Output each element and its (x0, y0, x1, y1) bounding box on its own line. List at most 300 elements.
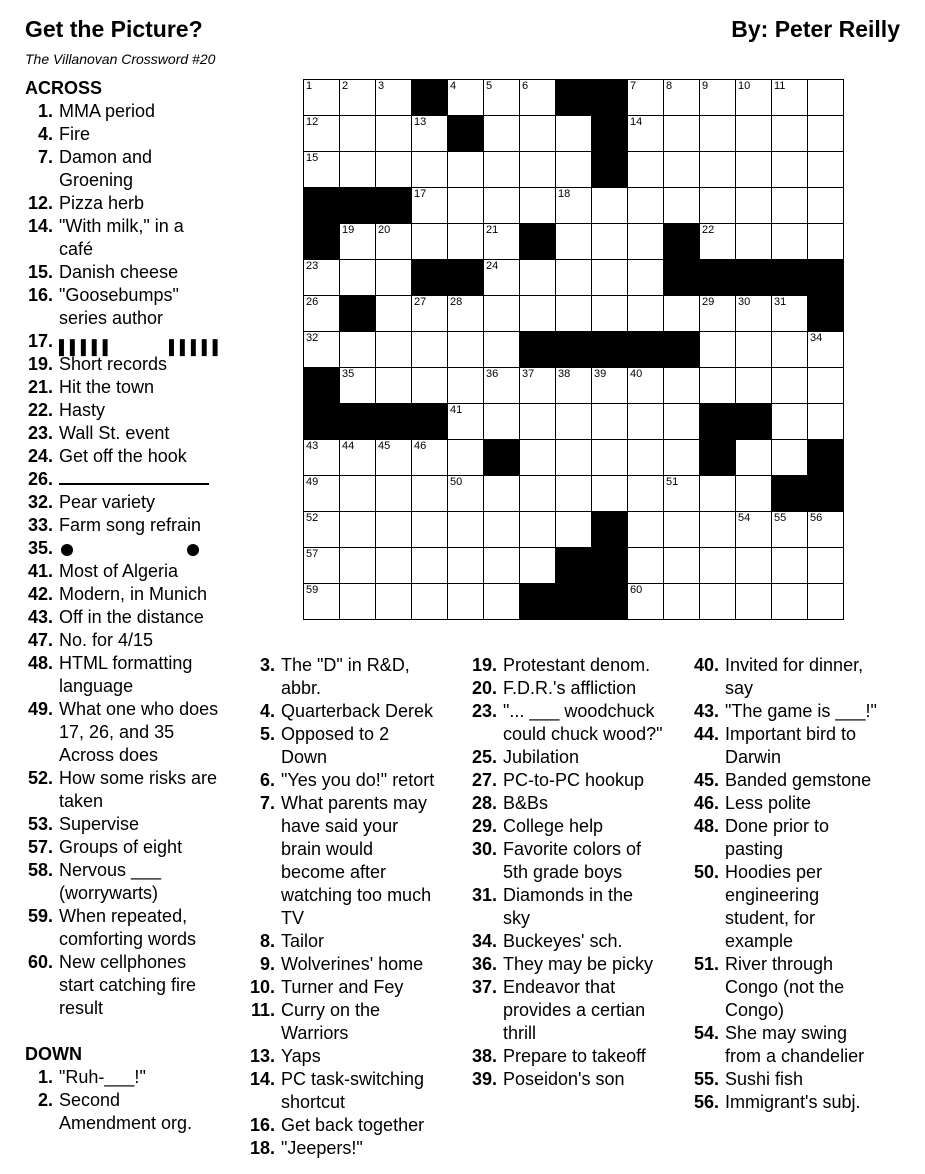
grid-cell[interactable] (340, 440, 376, 476)
grid-cell[interactable] (340, 476, 376, 512)
grid-cell[interactable] (484, 332, 520, 368)
grid-cell[interactable] (736, 80, 772, 116)
clue-number: 1. (37, 101, 53, 121)
grid-cell[interactable] (664, 152, 700, 188)
clue-text: Yaps (281, 1046, 321, 1066)
grid-cell[interactable] (592, 188, 628, 224)
grid-cell[interactable] (304, 296, 340, 332)
black-square (340, 296, 376, 332)
clue-text: Groening (59, 170, 134, 190)
clue-text: Down (281, 747, 328, 767)
grid-cell[interactable] (520, 440, 556, 476)
grid-cell[interactable] (304, 260, 340, 296)
clue-item (25, 583, 240, 606)
grid-cell[interactable] (484, 152, 520, 188)
grid-cell[interactable] (412, 476, 448, 512)
clue-text: Hasty (59, 400, 106, 420)
grid-cell[interactable] (700, 584, 736, 619)
cell-number: 51 (666, 476, 679, 488)
grid-cell[interactable] (376, 440, 412, 476)
clue-text: Buckeyes' sch. (503, 931, 623, 951)
grid-cell[interactable] (808, 332, 843, 368)
clue-text: from a chandelier (725, 1046, 865, 1066)
clue-number: 48. (27, 653, 53, 673)
clue-item (469, 976, 684, 1045)
grid-cell[interactable] (340, 584, 376, 619)
grid-cell[interactable] (448, 80, 484, 116)
grid-cell[interactable] (376, 116, 412, 152)
grid-cell[interactable] (304, 584, 340, 619)
grid-cell[interactable] (808, 116, 843, 152)
grid-cell[interactable] (556, 152, 592, 188)
clue-number: 23. (471, 701, 497, 721)
clue-item (691, 1068, 906, 1091)
grid-cell[interactable] (484, 116, 520, 152)
clue-text: Important bird to (725, 724, 857, 744)
clue-item (25, 951, 240, 1020)
clue-item (247, 976, 462, 999)
grid-cell[interactable] (700, 548, 736, 584)
grid-cell[interactable] (700, 116, 736, 152)
grid-cell[interactable] (376, 368, 412, 404)
black-square (448, 260, 484, 296)
grid-cell[interactable] (736, 296, 772, 332)
grid-cell[interactable] (448, 584, 484, 619)
grid-cell[interactable] (664, 476, 700, 512)
black-square (700, 440, 736, 476)
cell-number: 37 (522, 368, 535, 380)
clue-text: She may swing (725, 1023, 848, 1043)
grid-cell[interactable] (592, 476, 628, 512)
cell-number: 15 (306, 152, 319, 164)
cell-number: 53 (594, 512, 607, 524)
grid-cell[interactable] (448, 512, 484, 548)
clue-text: say (725, 678, 754, 698)
clue-text: Hoodies per (725, 862, 823, 882)
grid-cell[interactable] (628, 584, 664, 619)
clue-text: Favorite colors of (503, 839, 642, 859)
grid-cell[interactable] (448, 404, 484, 440)
grid-cell[interactable] (772, 188, 808, 224)
cell-number: 24 (486, 260, 499, 272)
clue-number: 22. (27, 400, 53, 420)
clue-text: What parents may (281, 793, 428, 813)
clue-number: 7. (37, 147, 53, 167)
grid-cell[interactable] (484, 296, 520, 332)
grid-cell[interactable] (664, 548, 700, 584)
clue-item (25, 330, 240, 356)
grid-cell[interactable] (700, 332, 736, 368)
grid-cell[interactable] (520, 548, 556, 584)
cell-number: 20 (378, 224, 391, 236)
clue-text: When repeated, (59, 906, 188, 926)
grid-cell[interactable] (556, 512, 592, 548)
grid-cell[interactable] (340, 116, 376, 152)
grid-cell[interactable] (772, 512, 808, 548)
cell-number: 26 (306, 296, 319, 308)
grid-cell[interactable] (412, 116, 448, 152)
clue-item (247, 723, 462, 769)
grid-cell[interactable] (736, 512, 772, 548)
grid-cell[interactable] (628, 152, 664, 188)
grid-cell[interactable] (520, 404, 556, 440)
grid-cell[interactable] (412, 332, 448, 368)
clue-text: Congo) (725, 1000, 785, 1020)
cell-number: 52 (306, 512, 319, 524)
grid-cell[interactable] (664, 116, 700, 152)
grid-cell[interactable] (664, 188, 700, 224)
grid-cell[interactable] (340, 332, 376, 368)
grid-cell[interactable] (376, 224, 412, 260)
clue-number: 34. (471, 931, 497, 951)
grid-cell[interactable] (484, 260, 520, 296)
grid-cell[interactable] (736, 548, 772, 584)
grid-cell[interactable] (808, 188, 843, 224)
clue-number: 23. (27, 423, 53, 443)
clue-item (469, 930, 684, 953)
grid-cell[interactable] (340, 80, 376, 116)
cell-number: 22 (702, 224, 715, 236)
grid-cell[interactable] (700, 188, 736, 224)
clue-item (469, 884, 684, 930)
grid-cell[interactable] (412, 224, 448, 260)
grid-cell[interactable] (412, 368, 448, 404)
grid-cell[interactable] (628, 224, 664, 260)
clue-item (247, 700, 462, 723)
grid-cell[interactable] (628, 260, 664, 296)
grid-cell[interactable] (448, 332, 484, 368)
grid-cell[interactable] (772, 152, 808, 188)
grid-cell[interactable] (448, 548, 484, 584)
grid-cell[interactable] (520, 260, 556, 296)
grid-cell[interactable] (628, 368, 664, 404)
black-square (592, 332, 628, 368)
clue-item (469, 815, 684, 838)
grid-cell[interactable] (376, 260, 412, 296)
grid-cell[interactable] (772, 404, 808, 440)
grid-cell[interactable] (736, 332, 772, 368)
cell-number: 13 (414, 116, 427, 128)
grid-cell[interactable] (772, 584, 808, 619)
grid-cell[interactable] (448, 476, 484, 512)
clue-number: 48. (693, 816, 719, 836)
grid-cell[interactable] (664, 404, 700, 440)
grid-cell[interactable] (592, 440, 628, 476)
cell-number: 17 (414, 188, 427, 200)
grid-cell[interactable] (520, 512, 556, 548)
grid-cell[interactable] (772, 332, 808, 368)
clue-text: Danish cheese (59, 262, 179, 282)
grid-cell[interactable] (772, 368, 808, 404)
grid-cell[interactable] (628, 548, 664, 584)
clue-text: café (59, 239, 94, 259)
black-square (592, 512, 628, 548)
grid-cell[interactable] (520, 368, 556, 404)
grid-cell[interactable] (412, 512, 448, 548)
clue-number: 11. (250, 1000, 275, 1020)
clue-text: "Ruh-___!" (59, 1067, 146, 1087)
grid-cell[interactable] (592, 260, 628, 296)
grid-cell[interactable] (808, 584, 843, 619)
grid-cell[interactable] (448, 296, 484, 332)
clue-text: Supervise (59, 814, 140, 834)
grid-cell[interactable] (592, 404, 628, 440)
clue-text: brain would (281, 839, 374, 859)
black-square (592, 80, 628, 116)
grid-cell[interactable] (808, 152, 843, 188)
grid-cell[interactable] (412, 296, 448, 332)
grid-cell[interactable] (628, 80, 664, 116)
cell-number: 3 (378, 80, 385, 92)
clue-item (691, 861, 906, 953)
grid-cell[interactable] (736, 224, 772, 260)
clue-text: taken (59, 791, 104, 811)
grid-cell[interactable] (484, 188, 520, 224)
grid-cell[interactable] (556, 260, 592, 296)
grid-cell[interactable] (772, 80, 808, 116)
grid-cell[interactable] (376, 476, 412, 512)
grid-cell[interactable] (304, 80, 340, 116)
grid-cell[interactable] (376, 584, 412, 619)
cell-number: 2 (342, 80, 349, 92)
clue-text: shortcut (281, 1092, 346, 1112)
clue-item (247, 930, 462, 953)
grid-cell[interactable] (664, 368, 700, 404)
grid-cell[interactable] (664, 440, 700, 476)
clue-text: TV (281, 908, 305, 928)
grid-cell[interactable] (592, 224, 628, 260)
grid-cell[interactable] (340, 368, 376, 404)
grid-cell[interactable] (520, 188, 556, 224)
grid-cell[interactable] (376, 332, 412, 368)
down-clue-list (469, 654, 684, 1091)
dot-mark (187, 544, 199, 556)
clue-text: Invited for dinner, (725, 655, 864, 675)
grid-cell[interactable] (592, 368, 628, 404)
clue-text: Less polite (725, 793, 812, 813)
grid-cell[interactable] (484, 368, 520, 404)
grid-cell[interactable] (412, 188, 448, 224)
grid-cell[interactable] (772, 296, 808, 332)
clue-item (469, 1068, 684, 1091)
grid-cell[interactable] (736, 116, 772, 152)
clue-number: 4. (259, 701, 275, 721)
clue-item (25, 537, 240, 560)
grid-cell[interactable] (376, 296, 412, 332)
black-square (808, 440, 843, 476)
grid-cell[interactable] (664, 296, 700, 332)
grid-cell[interactable] (376, 512, 412, 548)
grid-cell[interactable] (700, 80, 736, 116)
clue-item (25, 215, 240, 261)
grid-cell[interactable] (592, 296, 628, 332)
clue-text: language (59, 676, 134, 696)
clue-text: MMA period (59, 101, 156, 121)
clue-number: 54. (693, 1023, 719, 1043)
clue-text: Groups of eight (59, 837, 183, 857)
grid-cell[interactable] (664, 80, 700, 116)
grid-cell[interactable] (304, 116, 340, 152)
grid-cell[interactable] (808, 80, 843, 116)
grid-cell[interactable] (412, 584, 448, 619)
grid-cell[interactable] (556, 188, 592, 224)
grid-cell[interactable] (556, 440, 592, 476)
grid-cell[interactable] (556, 224, 592, 260)
black-square (376, 404, 412, 440)
grid-cell[interactable] (484, 224, 520, 260)
grid-cell[interactable] (520, 152, 556, 188)
grid-cell[interactable] (700, 296, 736, 332)
clue-text: Pear variety (59, 492, 156, 512)
grid-cell[interactable] (628, 404, 664, 440)
clue-number: 52. (27, 768, 53, 788)
grid-cell[interactable] (736, 368, 772, 404)
grid-cell[interactable] (772, 548, 808, 584)
grid-cell[interactable] (520, 116, 556, 152)
grid-cell[interactable] (772, 440, 808, 476)
grid-cell[interactable] (448, 188, 484, 224)
clue-number: 59. (27, 906, 53, 926)
cell-number: 55 (774, 512, 787, 524)
black-square (412, 260, 448, 296)
cell-number: 29 (702, 296, 715, 308)
clue-number: 16. (249, 1115, 275, 1135)
grid-cell[interactable] (376, 80, 412, 116)
grid-cell[interactable] (520, 296, 556, 332)
grid-cell[interactable] (556, 116, 592, 152)
clue-number: 50. (693, 862, 719, 882)
clue-item (691, 953, 906, 1022)
grid-cell[interactable] (664, 512, 700, 548)
grid-cell[interactable] (628, 296, 664, 332)
grid-cell[interactable] (448, 440, 484, 476)
grid-cell[interactable] (628, 512, 664, 548)
grid-cell[interactable] (304, 152, 340, 188)
grid-cell[interactable] (484, 512, 520, 548)
black-square (520, 224, 556, 260)
clue-number: 45. (693, 770, 719, 790)
grid-cell[interactable] (484, 404, 520, 440)
grid-cell[interactable] (484, 80, 520, 116)
grid-cell[interactable] (700, 512, 736, 548)
grid-cell[interactable] (628, 440, 664, 476)
grid-cell[interactable] (556, 368, 592, 404)
clue-text: How some risks are (59, 768, 218, 788)
grid-cell[interactable] (808, 512, 843, 548)
grid-cell[interactable] (736, 188, 772, 224)
grid-cell[interactable] (736, 584, 772, 619)
grid-cell[interactable] (484, 584, 520, 619)
black-square (484, 440, 520, 476)
clue-text: Nervous ___ (59, 860, 162, 880)
grid-cell[interactable] (304, 512, 340, 548)
clue-item (25, 606, 240, 629)
grid-cell[interactable] (700, 152, 736, 188)
grid-cell[interactable] (520, 80, 556, 116)
cell-number: 10 (738, 80, 751, 92)
grid-cell[interactable] (700, 368, 736, 404)
grid-cell[interactable] (808, 548, 843, 584)
grid-cell[interactable] (376, 548, 412, 584)
clue-item (25, 399, 240, 422)
clue-text: Diamonds in the (503, 885, 634, 905)
clue-text: B&Bs (503, 793, 549, 813)
cell-number: 35 (342, 368, 355, 380)
clue-item (469, 746, 684, 769)
grid-cell[interactable] (340, 548, 376, 584)
clue-number: 8. (259, 931, 275, 951)
grid-cell[interactable] (412, 152, 448, 188)
grid-cell[interactable] (700, 476, 736, 512)
clue-item (247, 1068, 462, 1114)
grid-cell[interactable] (556, 476, 592, 512)
grid-cell[interactable] (736, 440, 772, 476)
grid-cell[interactable] (376, 152, 412, 188)
grid-cell[interactable] (304, 548, 340, 584)
grid-cell[interactable] (628, 476, 664, 512)
black-square (556, 584, 592, 619)
clue-text: Quarterback Derek (281, 701, 434, 721)
grid-cell[interactable] (736, 476, 772, 512)
clue-text: Pizza herb (59, 193, 145, 213)
grid-cell[interactable] (448, 368, 484, 404)
grid-cell[interactable] (340, 512, 376, 548)
grid-cell[interactable] (664, 584, 700, 619)
grid-cell[interactable] (772, 116, 808, 152)
grid-cell[interactable] (304, 440, 340, 476)
grid-cell[interactable] (628, 188, 664, 224)
grid-cell[interactable] (736, 152, 772, 188)
grid-cell[interactable] (340, 224, 376, 260)
black-square (376, 188, 412, 224)
clue-item (691, 769, 906, 792)
clue-item (25, 813, 240, 836)
grid-cell[interactable] (412, 548, 448, 584)
clue-text: What one who does (59, 699, 219, 719)
clue-item (247, 999, 462, 1045)
grid-cell[interactable] (628, 116, 664, 152)
clue-number: 58. (27, 860, 53, 880)
grid-cell[interactable] (808, 404, 843, 440)
clue-number: 6. (259, 770, 275, 790)
clue-item (247, 1045, 462, 1068)
grid-cell[interactable] (556, 296, 592, 332)
grid-cell[interactable] (520, 476, 556, 512)
black-square (556, 80, 592, 116)
cell-number: 23 (306, 260, 319, 272)
grid-cell[interactable] (340, 260, 376, 296)
grid-cell[interactable] (304, 476, 340, 512)
grid-cell[interactable] (340, 152, 376, 188)
clue-text: "The game is ___!" (725, 701, 877, 721)
grid-cell[interactable] (448, 224, 484, 260)
grid-cell[interactable] (304, 332, 340, 368)
grid-cell[interactable] (412, 440, 448, 476)
clue-number: 37. (471, 977, 497, 997)
grid-cell[interactable] (484, 548, 520, 584)
grid-cell[interactable] (448, 152, 484, 188)
cell-number: 60 (630, 584, 643, 596)
grid-cell[interactable] (808, 224, 843, 260)
clue-item (25, 468, 240, 491)
grid-cell[interactable] (484, 476, 520, 512)
grid-cell[interactable] (700, 224, 736, 260)
grid-cell[interactable] (808, 368, 843, 404)
clue-item (469, 654, 684, 677)
grid-cell[interactable] (772, 224, 808, 260)
clue-number: 43. (27, 607, 53, 627)
grid-cell[interactable] (556, 404, 592, 440)
